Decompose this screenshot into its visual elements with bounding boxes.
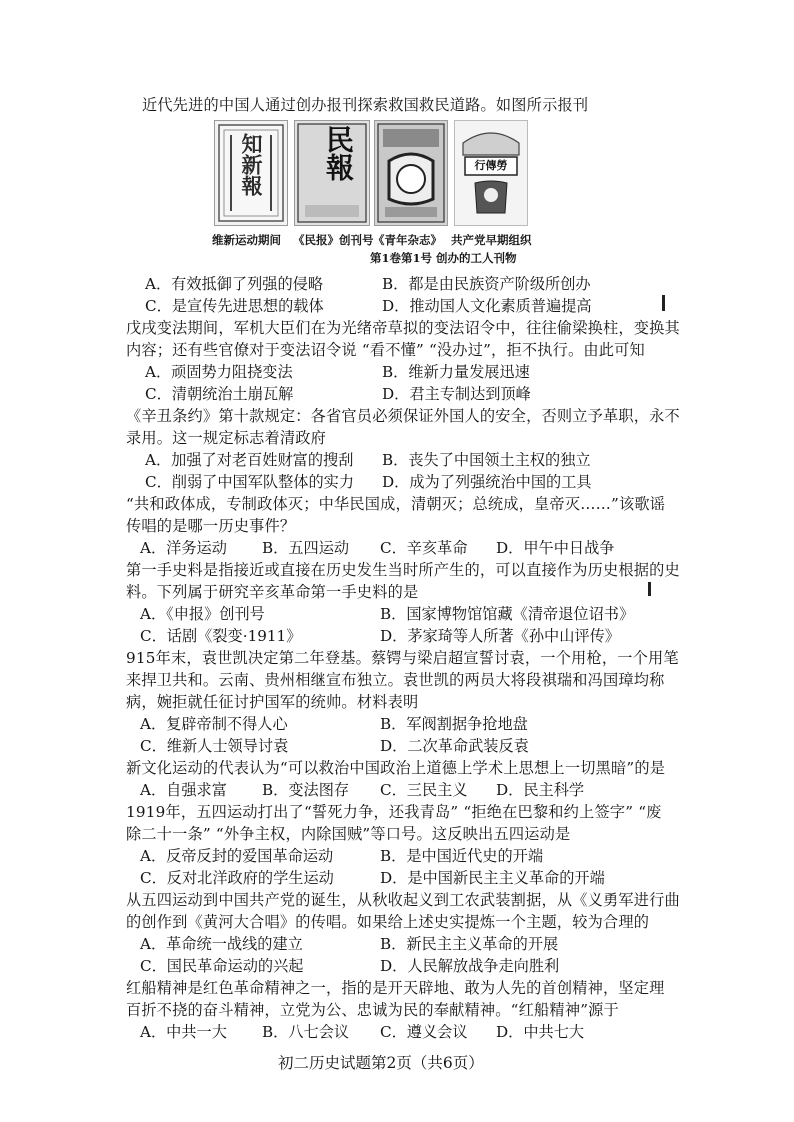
qingnian-zazhi-image <box>375 121 447 225</box>
q9-stem-line1: 从五四运动到中国共产党的诞生，从秋收起义到工农武装割据，从《义勇军进行曲 <box>126 891 680 909</box>
q7-option-c: C．三民主义 <box>380 781 468 799</box>
caption-weixin: 维新运动期间 <box>212 233 281 247</box>
q8-stem-line1: 1919年，五四运动打出了“誓死力争，还我青岛” “拒绝在巴黎和约上签字” “废 <box>126 803 662 821</box>
q6-option-d: D．二次革命武装反袁 <box>380 737 529 755</box>
newspaper-figures <box>214 120 528 228</box>
caption-qingnian: 《青年杂志》 <box>373 233 442 247</box>
q5-option-c: C．话剧《裂变·1911》 <box>140 627 302 645</box>
q4-stem-line1: “共和政体成，专制政体灭；中华民国成，清朝灭；总统成，皇帝灭……”该歌谣 <box>126 495 666 513</box>
q10-option-c: C．遵义会议 <box>380 1023 468 1041</box>
laodongzhe-title: 行傳勞 <box>474 159 508 172</box>
q10-stem-line1: 红船精神是红色革命精神之一，指的是开天辟地、敢为人先的首创精神，坚定理 <box>126 979 665 997</box>
q9-option-b: B．新民主主义革命的开展 <box>380 935 559 953</box>
caption-gongchandang: 共产党早期组织 <box>451 233 532 247</box>
q6-option-a: A．复辟帝制不得人心 <box>140 715 288 733</box>
q8-option-d: D．是中国新民主主义革命的开端 <box>380 869 605 887</box>
figure-minbao <box>294 120 370 226</box>
q6-stem-line1: 915年末，袁世凯决定第二年登基。蔡锷与梁启超宣誓讨袁，一个用枪，一个用笔 <box>126 649 679 667</box>
q3-option-c: C．削弱了中国军队整体的实力 <box>145 473 355 491</box>
q4-option-a: A．洋务运动 <box>140 539 227 557</box>
q3-option-a: A．加强了对老百姓财富的搜刮 <box>145 451 354 469</box>
figure-zhixinbao <box>214 120 288 226</box>
q2-option-d: D．君主专制达到顶峰 <box>382 385 531 403</box>
q7-option-a: A．自强求富 <box>140 781 227 799</box>
q6-stem-line2: 来捍卫共和。云南、贵州相继宣布独立。袁世凯的两员大将段祺瑞和冯国璋均称 <box>126 671 665 689</box>
q7-stem-line1: 新文化运动的代表认为“可以救治中国政治上道德上学术上思想上一切黑暗”的是 <box>126 759 666 777</box>
q5-stem-line2: 料。下列属于研究辛亥革命第一手史料的是 <box>126 583 419 601</box>
scan-mark <box>662 295 665 311</box>
figure-laodongzhe <box>454 120 528 226</box>
q1-option-a: A．有效抵御了列强的侵略 <box>145 275 324 293</box>
minbao-title: 民報 <box>322 125 355 181</box>
q8-option-c: C．反对北洋政府的学生运动 <box>140 869 334 887</box>
q9-stem-line2: 的创作到《黄河大合唱》的传唱。如果给上述史实提炼一个主题，较为合理的 <box>126 913 650 931</box>
q2-option-c: C．清朝统治土崩瓦解 <box>145 385 294 403</box>
q1-option-c: C．是宣传先进思想的载体 <box>145 297 324 315</box>
q6-option-b: B．军阀割据争抢地盘 <box>380 715 528 733</box>
q6-option-c: C．维新人士领导讨袁 <box>140 737 289 755</box>
q8-stem-line2: 除二十一条” “外争主权，内除国贼”等口号。这反映出五四运动是 <box>126 825 571 843</box>
question-intro: 近代先进的中国人通过创办报刊探索救国救民道路。如图所示报刊 <box>142 96 589 114</box>
q2-option-b: B．维新力量发展迅速 <box>382 363 530 381</box>
q3-option-b: B．丧失了中国领土主权的独立 <box>382 451 591 469</box>
q1-option-b: B．都是由民族资产阶级所创办 <box>382 275 591 293</box>
q4-option-c: C．辛亥革命 <box>380 539 468 557</box>
q4-option-b: B．五四运动 <box>262 539 350 557</box>
zhixinbao-title: 知新報 <box>239 133 264 196</box>
q8-option-a: A．反帝反封的爱国革命运动 <box>140 847 334 865</box>
caption-line2: 第1卷第1号 创办的工人刊物 <box>370 251 517 265</box>
q10-option-b: B．八七会议 <box>262 1023 350 1041</box>
page-footer: 初二历史试题第2页（共6页） <box>278 1054 484 1072</box>
figure-qingnian-zazhi <box>374 120 448 226</box>
q3-stem-line2: 录用。这一规定标志着清政府 <box>126 429 327 447</box>
laodongzhe-image <box>455 121 527 225</box>
q5-option-d: D．茅家琦等人所著《孙中山评传》 <box>380 627 620 645</box>
q9-option-a: A．革命统一战线的建立 <box>140 935 303 953</box>
q4-stem-line2: 传唱的是哪一历史事件？ <box>126 517 296 535</box>
q1-option-d: D．推动国人文化素质普遍提高 <box>382 297 592 315</box>
q7-option-d: D．民主科学 <box>496 781 585 799</box>
q9-option-d: D．人民解放战争走向胜利 <box>380 957 560 975</box>
q5-option-a: A．《申报》创刊号 <box>140 605 265 623</box>
q3-stem-line1: 《辛丑条约》第十款规定：各省官员必须保证外国人的安全，否则立予革职，永不 <box>126 407 680 425</box>
q2-stem-line1: 戊戌变法期间，军机大臣们在为光绪帝草拟的变法诏令中，往往偷梁换柱，变换其 <box>126 319 680 337</box>
q5-stem-line1: 第一手史料是指接近或直接在历史发生当时所产生的，可以直接作为历史根据的史 <box>126 561 680 579</box>
q8-option-b: B．是中国近代史的开端 <box>380 847 544 865</box>
q9-option-c: C．国民革命运动的兴起 <box>140 957 304 975</box>
q5-option-b: B．国家博物馆馆藏《清帝退位诏书》 <box>380 605 635 623</box>
q10-option-a: A．中共一大 <box>140 1023 227 1041</box>
q4-option-d: D．甲午中日战争 <box>496 539 615 557</box>
scan-mark <box>648 582 651 596</box>
caption-minbao: 《民报》创刊号 <box>293 233 374 247</box>
q7-option-b: B．变法图存 <box>262 781 350 799</box>
q6-stem-line3: 病，婉拒就任征讨护国军的统帅。材料表明 <box>126 693 419 711</box>
q2-option-a: A．顽固势力阻挠变法 <box>145 363 293 381</box>
q2-stem-line2: 内容；还有些官僚对于变法诏令说 “看不懂” “没办过”，拒不执行。由此可知 <box>126 341 645 359</box>
q3-option-d: D．成为了列强统治中国的工具 <box>382 473 592 491</box>
q10-stem-line2: 百折不挠的奋斗精神，立党为公、忠诚为民的奉献精神。“红船精神”源于 <box>126 1001 619 1019</box>
q10-option-d: D．中共七大 <box>496 1023 585 1041</box>
